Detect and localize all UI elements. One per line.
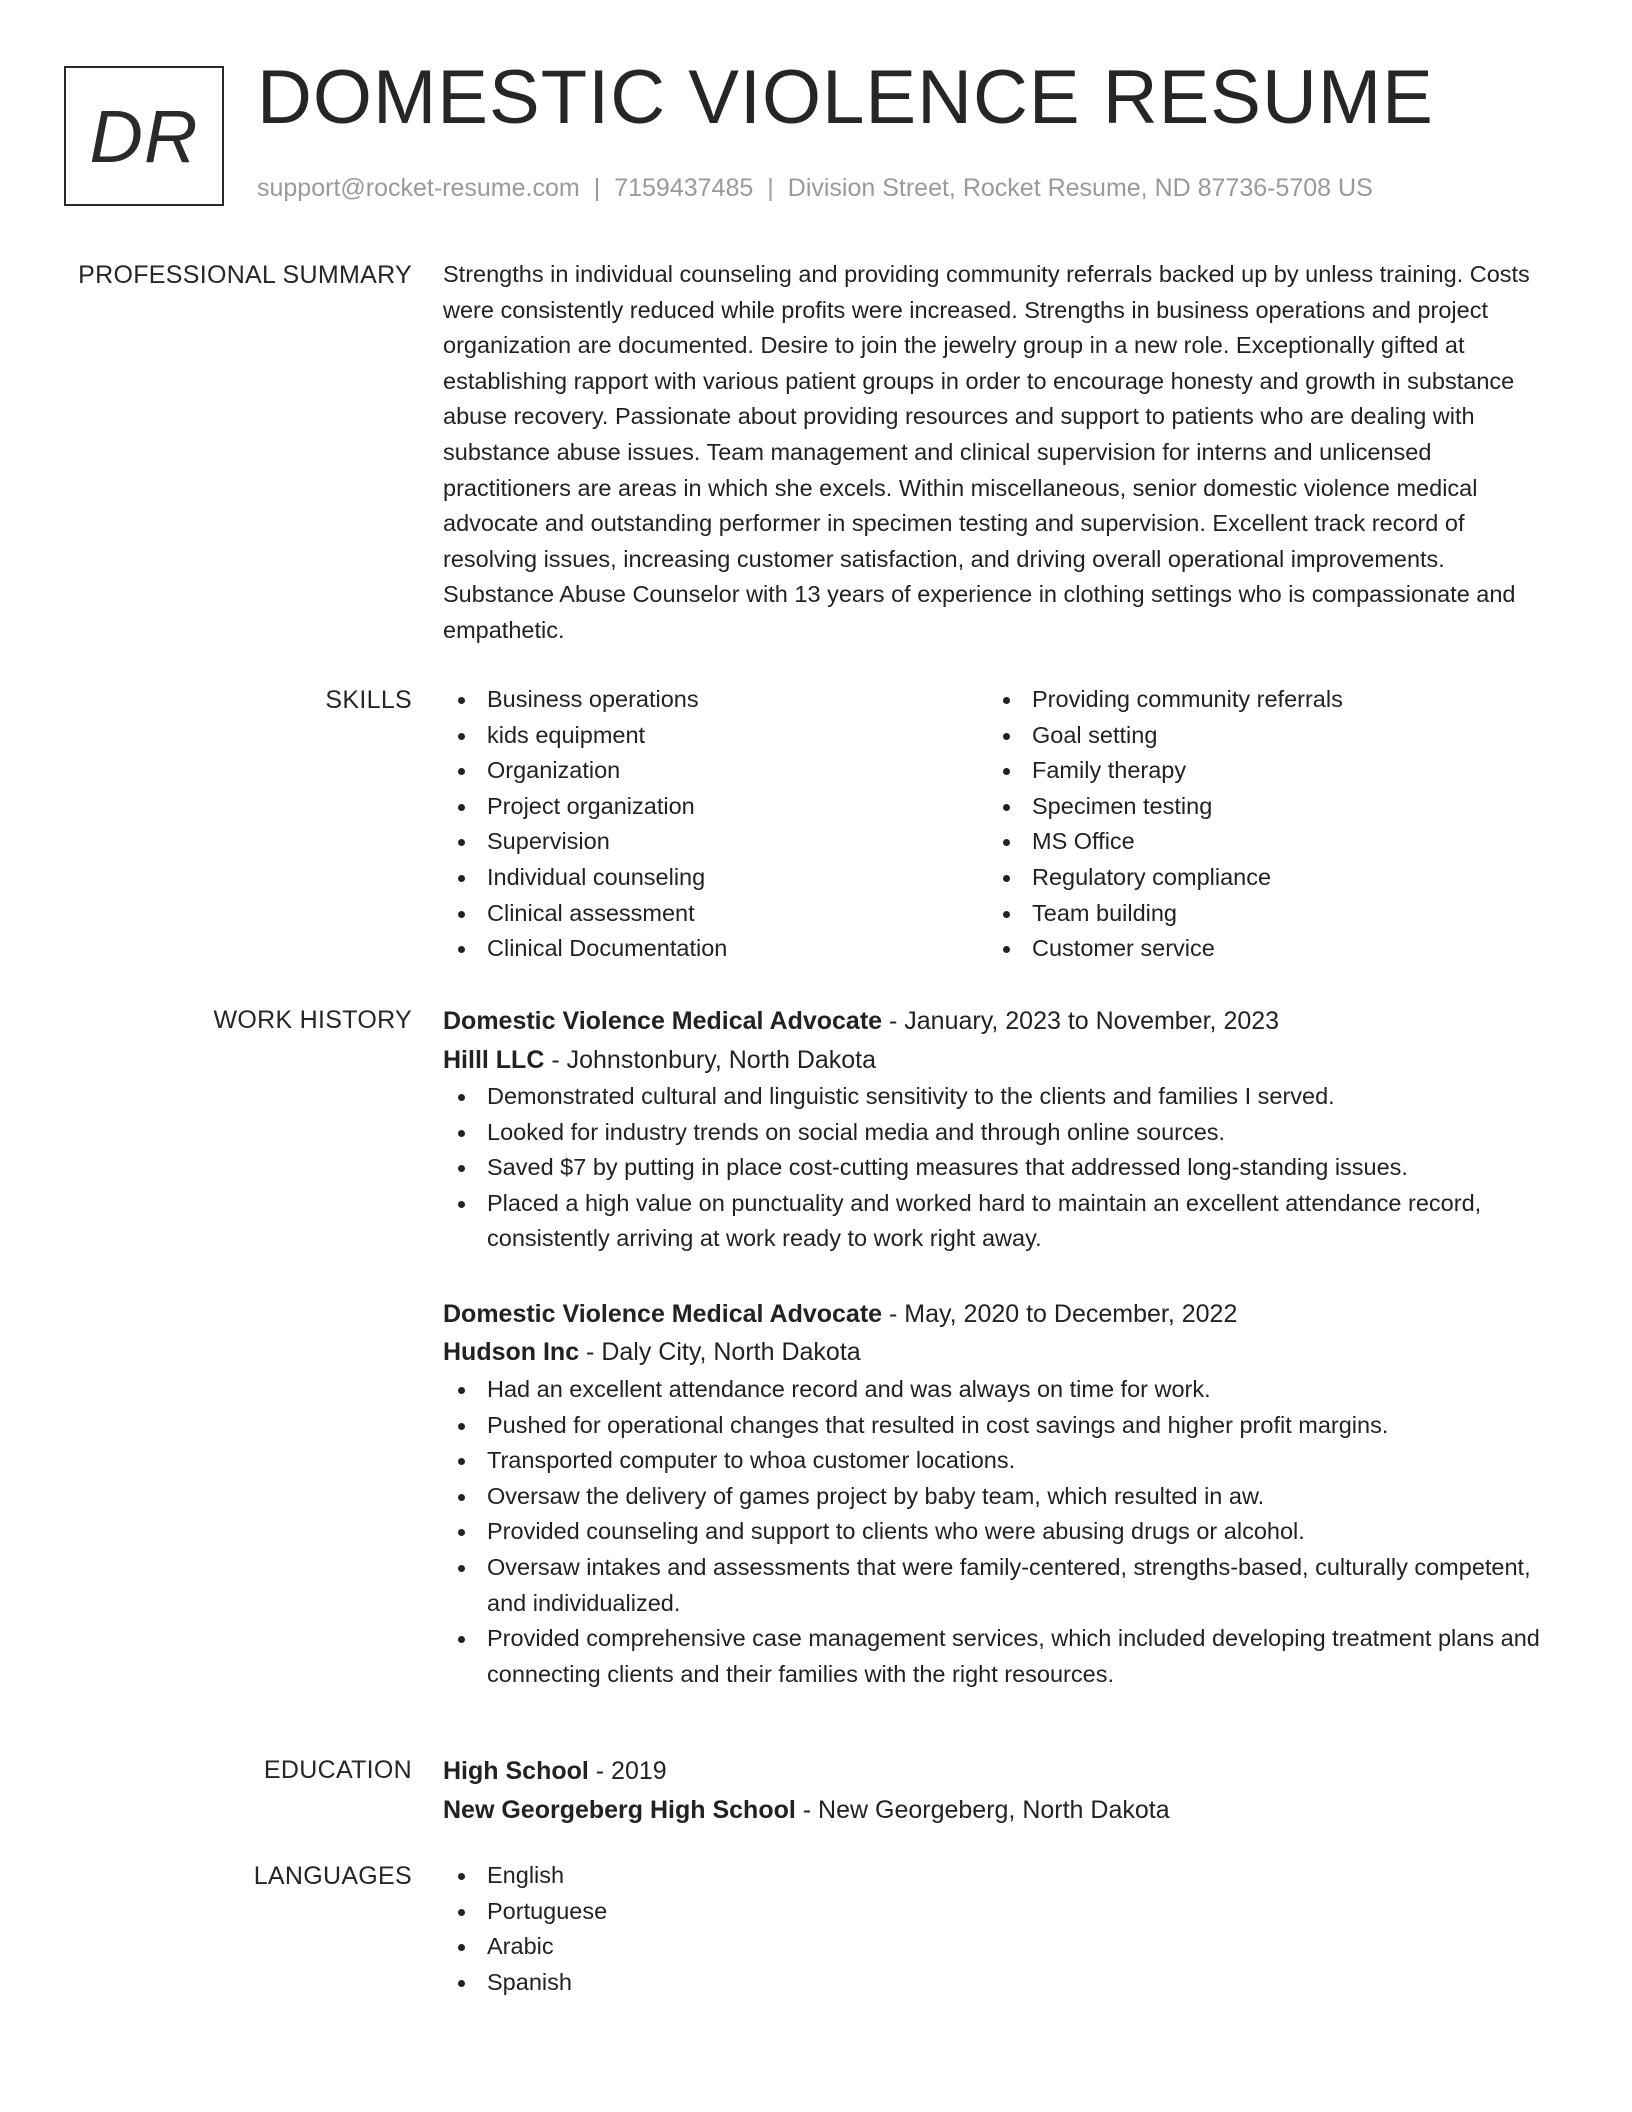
education-location: - New Georgeberg, North Dakota [795, 1795, 1170, 1824]
education-degree-line [443, 1752, 1553, 1791]
monogram-badge: DR [64, 66, 224, 206]
skills-list-left [443, 682, 988, 967]
job-bullet-item: Oversaw the delivery of games project by baby team, which resulted in aw. [443, 1479, 1553, 1515]
summary-text: Strengths in individual counseling and providing community referrals backed up by unless training. Costs were consistently reduced while profits were increased. Strengths in business operations and project organization are documented. Desire to join the jewelry group in a new role. Exceptionally gifted at establishing rapport with various patient groups in order to encourage honesty and growth in substance abuse recovery. Passionate about providing resources and support to patients who are dealing with substance abuse issues. Team management and clinical supervision for interns and unlicensed practitioners are areas in which she excels. Within miscellaneous, senior domestic violence medical advocate and outstanding performer in specimen testing and supervision. Excellent track record of resolving issues, increasing customer satisfaction, and driving overall operational improvements. Substance Abuse Counselor with 13 years of experience in clothing settings who is compassionate and empathetic. [443, 261, 1530, 643]
skill-item: Team building [988, 896, 1533, 932]
job-location: - Johnstonbury, North Dakota [544, 1045, 877, 1074]
job-company: Hilll LLC [443, 1045, 545, 1074]
job-title: Domestic Violence Medical Advocate [443, 1299, 883, 1328]
work-history-body [443, 1002, 1553, 1692]
job-bullet-item: Provided counseling and support to clients who were abusing drugs or alcohol. [443, 1514, 1553, 1550]
job-bullet-item: Had an excellent attendance record and was always on time for work. [443, 1372, 1553, 1408]
job-bullet-item: Saved $7 by putting in place cost-cutting measures that addressed long-standing issues. [443, 1150, 1553, 1186]
job-bullets [443, 1079, 1553, 1257]
skills-columns [443, 682, 1553, 967]
skills-label: SKILLS [325, 686, 412, 714]
skill-item: Goal setting [988, 718, 1533, 754]
language-item: Spanish [443, 1965, 1553, 2001]
education-label: EDUCATION [263, 1756, 412, 1784]
skill-item: Family therapy [988, 753, 1533, 789]
job-title: Domestic Violence Medical Advocate [443, 1007, 883, 1035]
skill-item: kids equipment [443, 718, 988, 754]
job-entry [443, 1002, 1553, 1257]
skill-item: Specimen testing [988, 789, 1533, 825]
language-item: Arabic [443, 1929, 1553, 1965]
skill-item: Clinical Documentation [443, 931, 988, 967]
resume-title: DOMESTIC VIOLENCE RESUME [257, 55, 1434, 140]
skill-item: Regulatory compliance [988, 860, 1533, 896]
skill-item: Business operations [443, 682, 988, 718]
job-bullet-item: Looked for industry trends on social media and through online sources. [443, 1115, 1553, 1151]
skill-item: Customer service [988, 931, 1533, 967]
work-history-label: WORK HISTORY [213, 1006, 412, 1034]
skill-item: MS Office [988, 824, 1533, 860]
skill-item: Project organization [443, 789, 988, 825]
education-school: New Georgeberg High School [443, 1795, 796, 1824]
skills-list-right [988, 682, 1533, 967]
skill-item: Providing community referrals [988, 682, 1533, 718]
job-bullet-item: Placed a high value on punctuality and worked hard to maintain an excellent attendance record, consistently arriving at work ready to work right away. [443, 1186, 1553, 1257]
job-bullet-item: Pushed for operational changes that resulted in cost savings and higher profit margins. [443, 1408, 1553, 1444]
job-bullet-item: Demonstrated cultural and linguistic sensitivity to the clients and families I served. [443, 1079, 1553, 1115]
languages-list [443, 1858, 1553, 2000]
summary-label: PROFESSIONAL SUMMARY [78, 261, 412, 289]
job-company: Hudson Inc [443, 1338, 580, 1367]
contact-separator: | [767, 174, 774, 202]
education-school-line [443, 1791, 1553, 1830]
summary-body [443, 257, 1553, 649]
skill-item: Clinical assessment [443, 896, 988, 932]
job-bullets [443, 1372, 1553, 1692]
job-bullet-item: Oversaw intakes and assessments that were family-centered, strengths-based, culturally competent, and individualized. [443, 1550, 1553, 1621]
education-degree: High School [443, 1757, 589, 1785]
skill-item: Individual counseling [443, 860, 988, 896]
languages-label: LANGUAGES [253, 1862, 412, 1890]
job-title-line [443, 1002, 1553, 1041]
contact-email[interactable]: support@rocket-resume.com [257, 174, 580, 202]
job-location: - Daly City, North Dakota [579, 1338, 861, 1367]
job-bullet-item: Transported computer to whoa customer locations. [443, 1443, 1553, 1479]
job-bullet-item: Provided comprehensive case management services, which included developing treatment plans and connecting clients and their families with the right resources. [443, 1621, 1553, 1692]
language-item: Portuguese [443, 1894, 1553, 1930]
job-title-line [443, 1295, 1553, 1334]
contact-phone[interactable]: 7159437485 [614, 174, 754, 202]
job-company-line [443, 1333, 1553, 1372]
education-body [443, 1752, 1553, 1829]
skill-item: Supervision [443, 824, 988, 860]
job-dates: - January, 2023 to November, 2023 [882, 1007, 1280, 1035]
languages-body [443, 1858, 1553, 2000]
education-year: - 2019 [588, 1757, 667, 1785]
skill-item: Organization [443, 753, 988, 789]
job-entry [443, 1295, 1553, 1692]
contact-line [257, 172, 1373, 205]
job-dates: - May, 2020 to December, 2022 [882, 1299, 1238, 1328]
contact-address: Division Street, Rocket Resume, ND 87736-5708 US [787, 174, 1373, 202]
language-item: English [443, 1858, 1553, 1894]
contact-separator: | [593, 174, 601, 202]
job-company-line [443, 1041, 1553, 1080]
